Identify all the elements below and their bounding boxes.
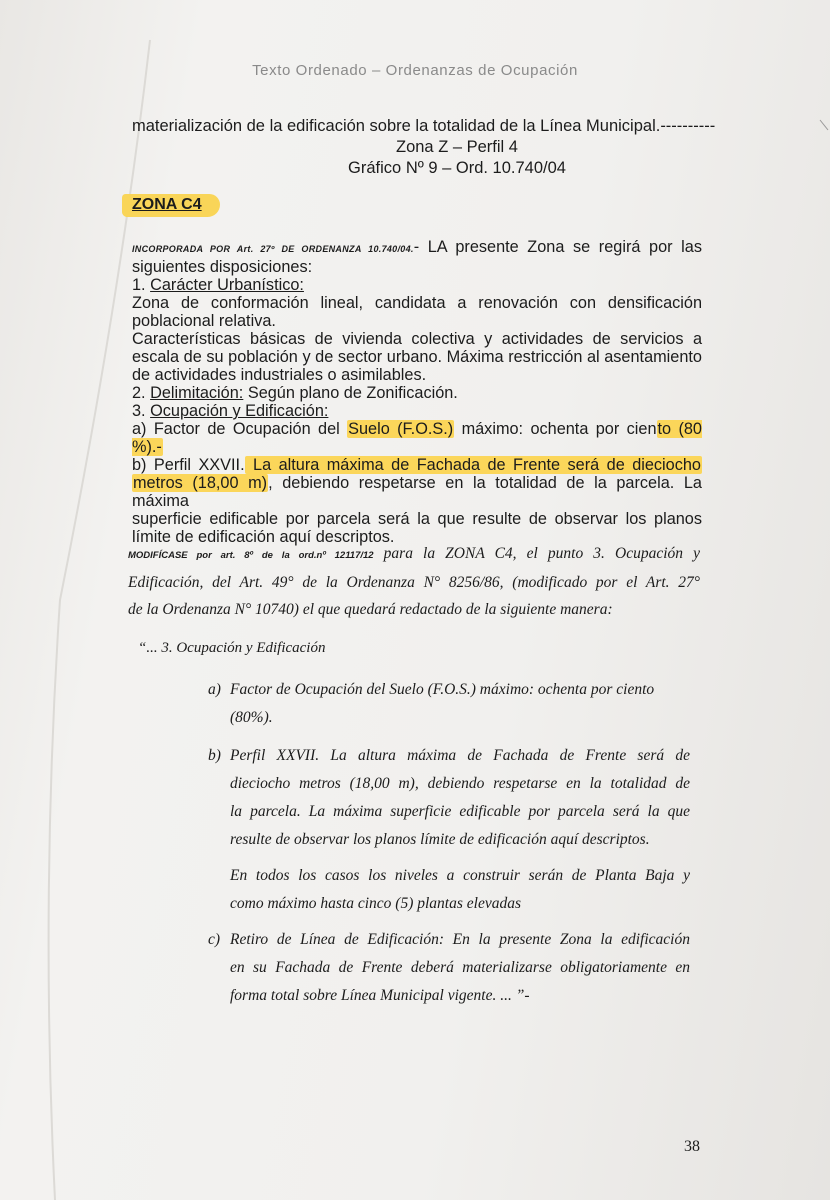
section-1-label: Carácter Urbanístico: bbox=[150, 276, 304, 294]
section-1-text: de actividades industriales o asimilables. bbox=[132, 366, 427, 384]
item-marker: a) bbox=[208, 681, 221, 698]
item-text: dieciocho metros (18,00 m), debiendo respetarse en la totalidad de bbox=[230, 775, 690, 792]
incorporation-line bbox=[132, 238, 702, 258]
section-2-text: Según plano de Zonificación. bbox=[243, 384, 458, 402]
modification-line: Edificación, del Art. 49° de la Ordenanza N° 8256/86, (modificado por el Art. 27° bbox=[128, 574, 700, 591]
intro-line: materialización de la edificación sobre la totalidad de la Línea Municipal.---------- bbox=[132, 117, 716, 135]
graphic-reference-line: Gráfico Nº 9 – Ord. 10.740/04 bbox=[348, 159, 566, 177]
quoted-item-b-note bbox=[230, 862, 690, 918]
highlighted-text: metros (18,00 m) bbox=[133, 474, 268, 492]
quoted-section-heading: “... 3. Ocupación y Edificación bbox=[138, 640, 326, 656]
intro-block bbox=[132, 116, 716, 179]
item-text: en su Fachada de Frente deberá materializarse obligatoriamente en bbox=[230, 959, 690, 976]
section-3b bbox=[132, 456, 702, 474]
section-number: 3. bbox=[132, 402, 151, 420]
modification-text: para la ZONA C4, el punto 3. Ocupación y bbox=[373, 545, 700, 562]
item-text: forma total sobre Línea Municipal vigente. ... ”- bbox=[230, 987, 530, 1004]
item-text: b) Perfil XXVII. bbox=[132, 456, 245, 474]
section-3b-cont bbox=[132, 474, 702, 510]
section-3b-cont: límite de edificación aquí descriptos. bbox=[132, 528, 395, 546]
item-text: máximo: ochenta por cien bbox=[454, 420, 657, 438]
modification-reference: MODIFÍCASE por art. 8º de la ord.nº 12117/12 bbox=[128, 550, 374, 561]
quoted-item-a bbox=[208, 676, 670, 732]
quoted-item-b bbox=[208, 742, 690, 854]
section-3-label: Ocupación y Edificación: bbox=[150, 402, 329, 420]
zone-regulations bbox=[132, 238, 702, 546]
item-text: como máximo hasta cinco (5) plantas elevadas bbox=[230, 895, 521, 912]
section-2 bbox=[132, 384, 702, 402]
incorporation-reference: INCORPORADA POR Art. 27º DE ORDENANZA 10.740/04. bbox=[132, 244, 414, 254]
item-marker: c) bbox=[208, 931, 221, 948]
item-text: (80%). bbox=[230, 709, 273, 726]
section-3a bbox=[132, 420, 702, 456]
zone-profile-line: Zona Z – Perfil 4 bbox=[396, 138, 518, 156]
modification-paragraph bbox=[128, 540, 700, 623]
section-1-text: Zona de conformación lineal, candidata a renovación con densificación bbox=[132, 294, 702, 312]
incorporation-text-cont: siguientes disposiciones: bbox=[132, 258, 313, 276]
highlighted-text: to (80 %).- bbox=[132, 420, 702, 456]
incorporation-text: - LA presente Zona se regirá por las bbox=[413, 238, 702, 256]
section-1-text: escala de su población y de sector urbano. Máxima restricción al asentamiento bbox=[132, 348, 702, 366]
section-1-text: Características básicas de vivienda colectiva y actividades de servicios a bbox=[132, 330, 702, 348]
section-2-label: Delimitación: bbox=[150, 384, 244, 402]
highlighted-text: La altura máxima de Fachada de Frente será de dieciocho bbox=[245, 456, 701, 474]
running-header: Texto Ordenado – Ordenanzas de Ocupación bbox=[252, 62, 578, 79]
item-text: resulte de observar los planos límite de edificación aquí descriptos. bbox=[230, 831, 650, 848]
section-1-heading bbox=[132, 276, 702, 294]
quoted-item-c bbox=[208, 926, 690, 1010]
item-text: , debiendo respetarse en la totalidad de la parcela. La máxima bbox=[132, 474, 702, 510]
section-number: 1. bbox=[132, 276, 151, 294]
section-3b-cont: superficie edificable por parcela será la que resulte de observar los planos bbox=[132, 510, 702, 528]
section-3-heading bbox=[132, 402, 702, 420]
modification-line: de la Ordenanza N° 10740) el que quedará redactado de la siguiente manera: bbox=[128, 601, 613, 618]
item-marker: b) bbox=[208, 747, 221, 764]
zone-title: ZONA C4 bbox=[122, 194, 220, 217]
item-text: a) Factor de Ocupación del bbox=[132, 420, 348, 438]
modification-line bbox=[128, 540, 700, 569]
page-number: 38 bbox=[684, 1138, 700, 1155]
item-text: Perfil XXVII. La altura máxima de Fachada de Frente será de bbox=[230, 747, 690, 764]
highlighted-text: Suelo (F.O.S.) bbox=[348, 420, 454, 438]
section-1-text: poblacional relativa. bbox=[132, 312, 276, 330]
section-number: 2. bbox=[132, 384, 151, 402]
item-text: Factor de Ocupación del Suelo (F.O.S.) máximo: ochenta por ciento bbox=[230, 681, 655, 698]
item-text: la parcela. La máxima superficie edificable por parcela será la que bbox=[230, 803, 690, 820]
item-text: Retiro de Línea de Edificación: En la presente Zona la edificación bbox=[230, 931, 690, 948]
item-text: En todos los casos los niveles a construir serán de Planta Baja y bbox=[230, 867, 690, 884]
